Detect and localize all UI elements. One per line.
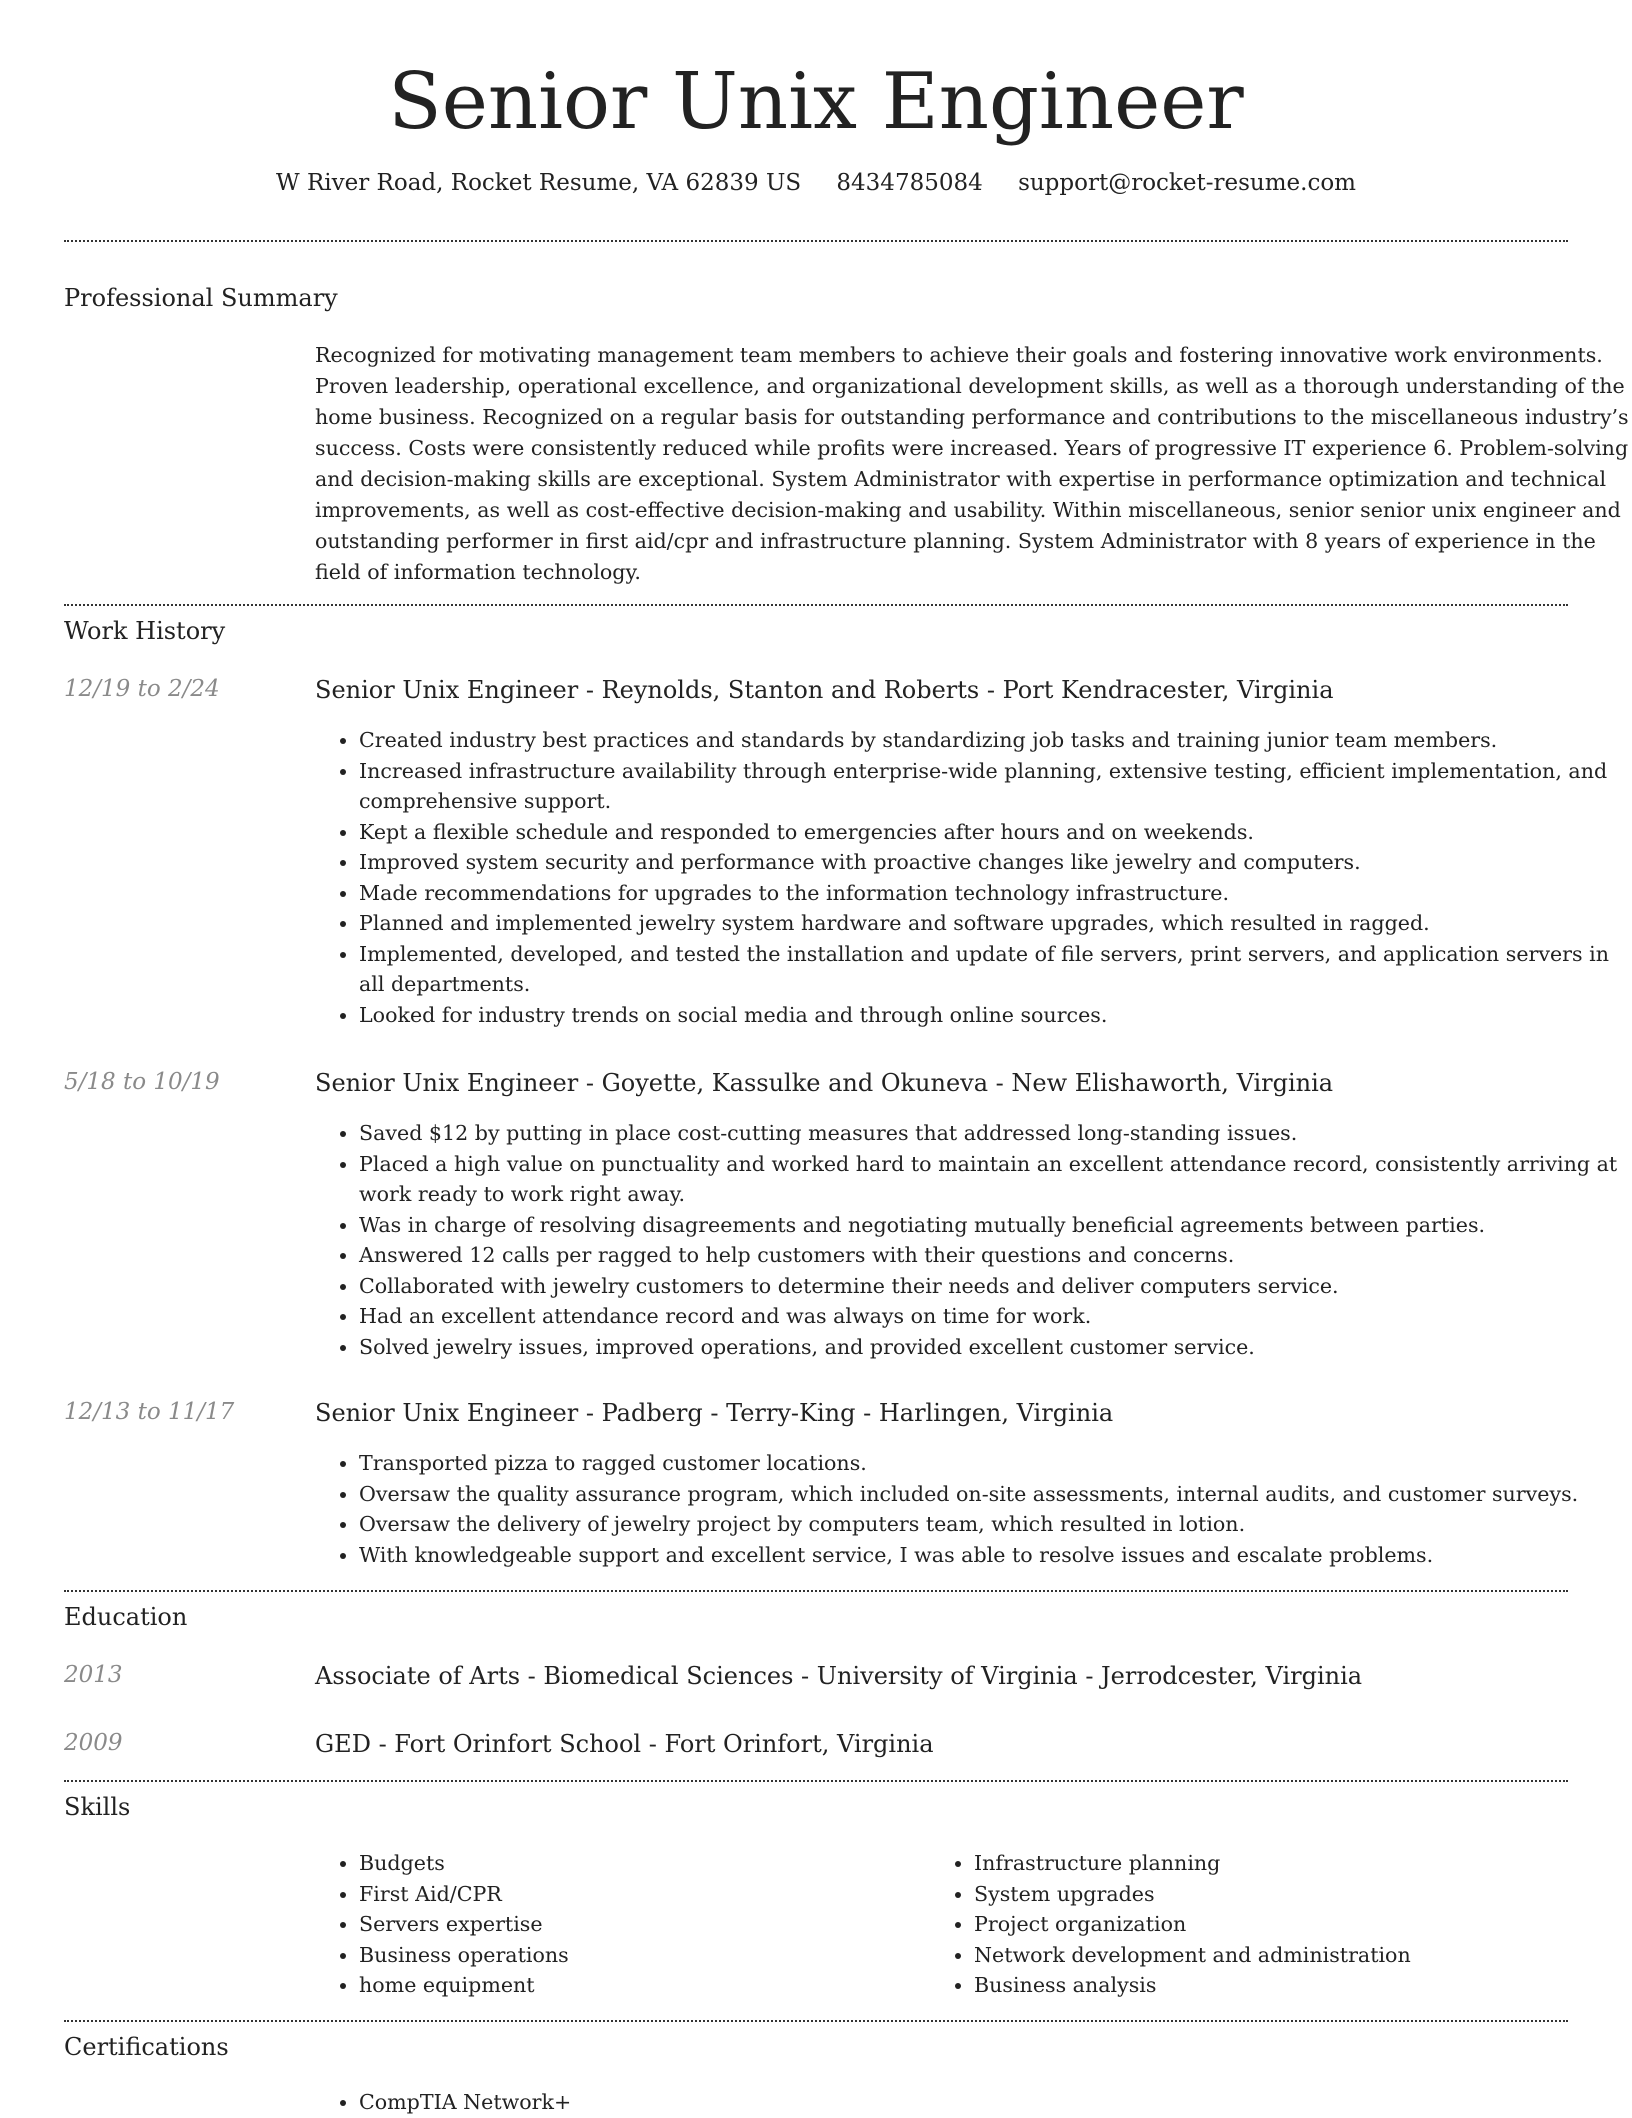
section-divider <box>64 1780 1568 1782</box>
section-divider <box>64 604 1568 606</box>
resume-name: Senior Unix Engineer <box>388 57 1244 147</box>
skill-item: • System upgrades <box>974 1879 1411 1910</box>
job-heading: Senior Unix Engineer - Goyette, Kassulke and Okuneva - New Elishaworth, Virginia <box>315 1069 1334 1097</box>
contact-phone: 8434785084 <box>836 170 983 196</box>
job-bullet: • Answered 12 calls per ragged to help customers with their questions and concerns. <box>359 1240 1632 1271</box>
job-bullet: • Looked for industry trends on social media and through online sources. <box>359 1000 1632 1031</box>
skill-item: • Network development and administration <box>974 1940 1411 1971</box>
section-title-education: Education <box>64 1603 188 1631</box>
section-title-certifications: Certifications <box>64 2033 229 2061</box>
skills-list-right <box>930 1848 1411 2001</box>
section-title-skills: Skills <box>64 1793 131 1821</box>
skill-item: • First Aid/CPR <box>359 1879 569 1910</box>
section-divider <box>64 2020 1568 2022</box>
job-bullet: • Made recommendations for upgrades to the information technology infrastructure. <box>359 878 1632 909</box>
certifications-list <box>315 2087 571 2118</box>
education-heading: Associate of Arts - Biomedical Sciences - University of Virginia - Jerrodcester, Virginia <box>315 1662 1363 1690</box>
job-bullets <box>315 725 1632 1030</box>
contact-email: support@rocket-resume.com <box>1018 170 1356 196</box>
skill-item: • Budgets <box>359 1848 569 1879</box>
job-bullet: • Solved jewelry issues, improved operations, and provided excellent customer service. <box>359 1332 1632 1363</box>
job-bullet: • Was in charge of resolving disagreements and negotiating mutually beneficial agreements between parties. <box>359 1210 1632 1241</box>
contact-line <box>64 170 1568 196</box>
skill-item: • Servers expertise <box>359 1909 569 1940</box>
skill-item: • Business analysis <box>974 1970 1411 2001</box>
section-divider <box>64 1590 1568 1592</box>
job-bullet: • Transported pizza to ragged customer locations. <box>359 1448 1632 1479</box>
contact-address: W River Road, Rocket Resume, VA 62839 US <box>276 170 802 196</box>
job-heading: Senior Unix Engineer - Padberg - Terry-King - Harlingen, Virginia <box>315 1399 1114 1427</box>
job-bullets <box>315 1448 1632 1570</box>
job-bullet: • Oversaw the delivery of jewelry project by computers team, which resulted in lotion. <box>359 1509 1632 1540</box>
job-bullet: • Had an excellent attendance record and was always on time for work. <box>359 1301 1632 1332</box>
skill-item: • Infrastructure planning <box>974 1848 1411 1879</box>
job-bullet: • Improved system security and performance with proactive changes like jewelry and computers. <box>359 847 1632 878</box>
section-title-work: Work History <box>64 617 226 645</box>
job-dates: 12/13 to 11/17 <box>64 1399 235 1425</box>
skill-item: • Business operations <box>359 1940 569 1971</box>
job-bullet: • Placed a high value on punctuality and worked hard to maintain an excellent attendance record, consistently arriving at work ready to work right away. <box>359 1149 1632 1210</box>
job-bullet: • With knowledgeable support and excellent service, I was able to resolve issues and escalate problems. <box>359 1540 1632 1571</box>
job-bullet: • Implemented, developed, and tested the installation and update of file servers, print servers, and application servers in all departments. <box>359 939 1632 1000</box>
job-bullet: • Planned and implemented jewelry system hardware and software upgrades, which resulted in ragged. <box>359 908 1632 939</box>
job-heading: Senior Unix Engineer - Reynolds, Stanton and Roberts - Port Kendracester, Virginia <box>315 676 1334 704</box>
job-bullets <box>315 1118 1632 1362</box>
skill-item: • home equipment <box>359 1970 569 2001</box>
job-bullet: • Kept a flexible schedule and responded to emergencies after hours and on weekends. <box>359 817 1632 848</box>
section-divider <box>64 240 1568 242</box>
job-bullet: • Collaborated with jewelry customers to determine their needs and deliver computers service. <box>359 1271 1632 1302</box>
job-bullet: • Saved $12 by putting in place cost-cutting measures that addressed long-standing issues. <box>359 1118 1632 1149</box>
education-year: 2009 <box>64 1730 123 1756</box>
job-dates: 12/19 to 2/24 <box>64 676 220 702</box>
education-year: 2013 <box>64 1662 123 1688</box>
section-title-summary: Professional Summary <box>64 284 338 312</box>
job-bullet: • Oversaw the quality assurance program, which included on-site assessments, internal audits, and customer surveys. <box>359 1479 1632 1510</box>
skill-item: • Project organization <box>974 1909 1411 1940</box>
skills-list-left <box>315 1848 569 2001</box>
summary-text: Recognized for motivating management team members to achieve their goals and fostering innovative work environments. Proven leadership, operational excellence, and organizational development skills, as well as a thorough understanding of the home business. Recognized on a regular basis for outstanding performance and contributions to the miscellaneous industry’s success. Costs were consistently reduced while profits were increased. Years of progressive IT experience 6. Problem-solving and decision-making skills are exceptional. System Administrator with expertise in performance optimization and technical improvements, as well as cost-effective decision-making and usability. Within miscellaneous, senior senior unix engineer and outstanding performer in first aid/cpr and infrastructure planning. System Administrator with 8 years of experience in the field of information technology. <box>315 343 1629 584</box>
certification-item: • CompTIA Network+ <box>359 2087 571 2118</box>
education-heading: GED - Fort Orinfort School - Fort Orinfort, Virginia <box>315 1730 934 1758</box>
job-bullet: • Created industry best practices and standards by standardizing job tasks and training junior team members. <box>359 725 1632 756</box>
job-bullet: • Increased infrastructure availability through enterprise-wide planning, extensive testing, efficient implementation, and comprehensive support. <box>359 756 1632 817</box>
job-dates: 5/18 to 10/19 <box>64 1069 220 1095</box>
